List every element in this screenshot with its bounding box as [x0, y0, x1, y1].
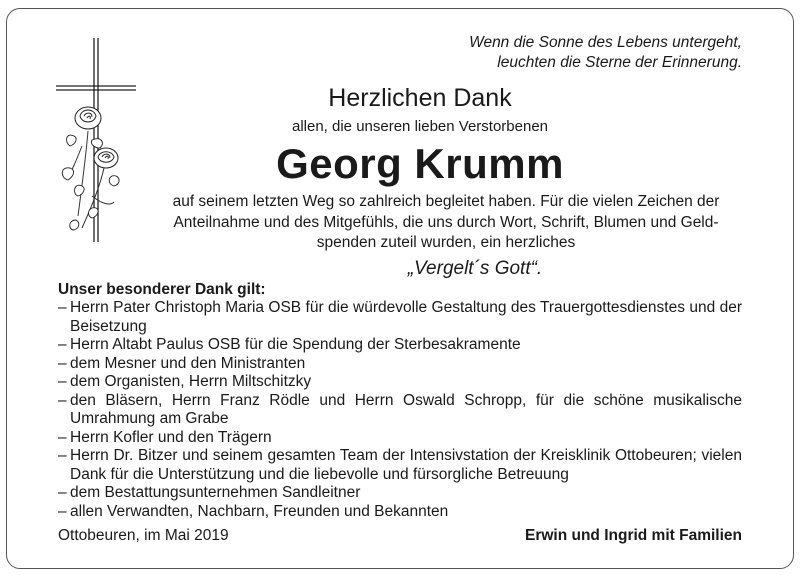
body-line-3: spenden zuteil wurden, ein herzliches	[316, 234, 576, 251]
list-item-text: dem Mesner und den Ministranten	[70, 354, 306, 372]
list-item	[58, 429, 742, 448]
list-item-text: den Bläsern, Herrn Franz Rödle und Herrn Oswald Schropp, für die schöne musikalische Umrahmung am Grabe	[70, 391, 742, 427]
heading-thanks: Herzlichen Dank	[328, 84, 512, 112]
list-dash: –	[58, 373, 67, 390]
list-item-text: allen Verwandten, Nachbarn, Freunden und Bekannten	[70, 502, 449, 520]
list-item-text: Herrn Kofler und den Trägern	[70, 428, 272, 446]
list-item	[58, 484, 742, 503]
list-dash: –	[58, 299, 67, 316]
list-dash: –	[58, 391, 67, 409]
subheading: allen, die unseren lieben Verstorbenen	[291, 118, 549, 135]
signature: Erwin und Ingrid mit Familien	[524, 527, 742, 544]
list-dash: –	[58, 336, 67, 353]
list-item	[58, 355, 742, 374]
list-dash: –	[58, 354, 67, 372]
list-dash: –	[58, 428, 67, 446]
body-line-1: auf seinem letzten Weg so zahlreich begleitet haben. Für die vielen Zeichen der	[172, 193, 720, 210]
list-item	[58, 336, 742, 355]
motto-line-2: leuchten die Sterne der Erinnerung.	[497, 54, 742, 71]
vergelts-gott: „Vergelt´s Gott“.	[407, 258, 543, 279]
list-item-text: dem Bestattungsunternehmen Sandleitner	[70, 484, 361, 501]
place-date: Ottobeuren, im Mai 2019	[58, 527, 229, 544]
list-item-text: Herrn Altabt Paulus OSB für die Spendung der Sterbesakramente	[70, 336, 521, 353]
motto-quote	[469, 33, 742, 73]
list-item-text: dem Organisten, Herrn Miltschitzky	[70, 373, 312, 390]
body-text	[150, 192, 742, 254]
list-item-text: Herrn Pater Christoph Maria OSB für die würdevolle Gestaltung des Trauergottesdienstes und der Beisetzung	[70, 299, 742, 335]
list-item-text: Herrn Dr. Bitzer und seinem gesamten Team der Intensivstation der Kreisklinik Ottobeuren; vielen Dank für die Unterstützung und die liebevolle und fürsorgliche Betreuung	[70, 447, 742, 483]
list-dash: –	[58, 447, 67, 464]
list-item	[58, 503, 742, 522]
list-item	[58, 299, 742, 336]
list-dash: –	[58, 502, 67, 520]
thanks-heading: Unser besonderer Dank gilt:	[58, 281, 266, 298]
body-line-2: Anteilnahme und des Mitgefühls, die uns durch Wort, Schrift, Blumen und Geld-	[173, 213, 719, 231]
motto-line-1: Wenn die Sonne des Lebens untergeht,	[469, 34, 742, 51]
list-item	[58, 392, 742, 429]
list-item	[58, 447, 742, 484]
deceased-name: Georg Krumm	[276, 140, 564, 187]
list-item	[58, 373, 742, 392]
list-dash: –	[58, 484, 67, 501]
thanks-list	[58, 299, 742, 521]
